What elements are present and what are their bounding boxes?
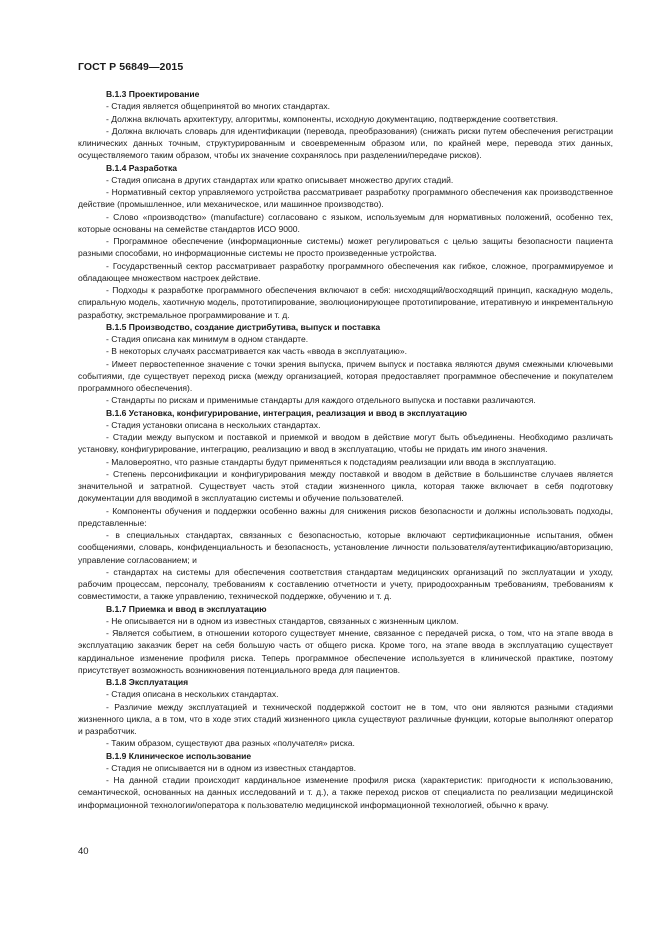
paragraph: - Стадия установки описана в нескольких стандартах. xyxy=(106,419,321,430)
page-number: 40 xyxy=(78,846,89,857)
section-heading: В.1.6 Установка, конфигурирование, интеграция, реализация и ввод в эксплуатацию xyxy=(106,407,468,418)
paragraph: - Таким образом, существуют два разных «получателя» риска. xyxy=(106,738,355,749)
paragraph: - Стадия описана в других стандартах или кратко описывает множество других стадий. xyxy=(106,174,454,185)
document-header: ГОСТ Р 56849—2015 xyxy=(78,61,184,73)
paragraph: - Подходы к разработке программного обеспечения включают в себя: нисходящий/восходящий принцип, каскадную модель, спиральную модель, хаотичную модель, прототипирование, эволюционирующее прототипирование, итеративную и инкрементальную разработку, экстремальное программирование и т. д. xyxy=(78,285,613,320)
section-heading: В.1.5 Производство, создание дистрибутива, выпуск и поставка xyxy=(106,321,381,332)
paragraph: - Государственный сектор рассматривает разработку программного обеспечения как гибкое, сложное, программируемое и обладающее множеством настроек действие. xyxy=(78,260,613,283)
paragraph: - Компоненты обучения и поддержки особенно важны для снижения рисков безопасности и должны использовать подходы, представленные: xyxy=(78,505,613,528)
paragraph: - На данной стадии происходит кардинальное изменение профиля риска (характеристик: пригодности к использованию, семантической, основанных на данных исследований и т. д.), а также переход рисков от специалиста по реализации медицинской информационной технологии/оператора к пользователю медицинской информационной технологией, обычно к врачу. xyxy=(78,775,613,810)
paragraph: - Стадии между выпуском и поставкой и приемкой и вводом в действие могут быть объединены. Необходимо различать установку, конфигурирование, интеграцию, реализацию и ввод в эксплуатацию, чтобы не придать им иного значения. xyxy=(78,432,613,455)
paragraph: - Стандарты по рискам и применимые стандарты для каждого отдельного выпуска и поставки различаются. xyxy=(106,395,536,406)
paragraph: - Стадия описана в нескольких стандартах. xyxy=(106,689,279,700)
paragraph: - Нормативный сектор управляемого устройства рассматривает разработку программного обеспечения как производственное действие (промышленное, или механическое, или машинное производство). xyxy=(78,187,613,210)
paragraph: - Должна включать словарь для идентификации (перевода, преобразования) (снижать риски путем обеспечения регистрации клинических данных точным, структурированным и своевременным образом или, по крайней мере, перевода этих данных, осуществляемого таким образом, чтобы их значение сохранялось при разделении/передаче рисков). xyxy=(78,125,613,161)
paragraph: - Стадия описана как минимум в одном стандарте. xyxy=(106,334,309,344)
section-heading: В.1.4 Разработка xyxy=(106,162,177,173)
paragraph: - Программное обеспечение (информационные системы) может регулироваться с целью защиты безопасности пациента разными способами, но информационные системы не просто произведенные устройства. xyxy=(78,236,613,259)
paragraph: - Степень персонификации и конфигурирования между поставкой и вводом в действие в большинстве случаев является значительной и затратной. Существует часть этой стадии жизненного цикла, которая также включает в себя подготовку документации для вводимой в эксплуатацию системы и обучение пользователей. xyxy=(78,468,613,504)
section-heading: В.1.3 Проектирование xyxy=(106,89,200,99)
paragraph: - стандартах на системы для обеспечения соответствия стандартам медицинских организаций по эксплуатации и уходу, рабочим процессам, персоналу, требованиям к составлению отчетности и учету, природоохранным требованиям, требованиям к совместимости, а также управлению, технической поддержке, обучению и т. д. xyxy=(78,566,613,602)
paragraph: - Маловероятно, что разные стандарты будут применяться к подстадиям реализации или ввода в эксплуатацию. xyxy=(106,456,557,467)
paragraph: - Не описывается ни в одном из известных стандартов, связанных с жизненным циклом. xyxy=(106,615,459,626)
section-heading: В.1.7 Приемка и ввод в эксплуатацию xyxy=(106,603,267,614)
paragraph: - Должна включать архитектуру, алгоритмы, компоненты, исходную документацию, подтверждение соответствия. xyxy=(106,113,558,124)
paragraph: - Стадия не описывается ни в одном из известных стандартов. xyxy=(106,762,356,773)
paragraph: - Различие между эксплуатацией и технической поддержкой состоит не в том, что они являются разными стадиями жизненного цикла, а в том, что в ходе этих стадий жизненного цикла существуют различные функции, которые выполняют оператор и разработчик. xyxy=(78,701,613,736)
paragraph: - Стадия является общепринятой во многих стандартах. xyxy=(106,101,330,112)
paragraph: - Имеет первостепенное значение с точки зрения выпуска, причем выпуск и поставка являются двумя смежными ключевыми событиями, где существует переход риска (между организацией, которая предоставляет программное обеспечение и покупателем программного обеспечения). xyxy=(78,358,613,393)
section-heading: В.1.8 Эксплуатация xyxy=(106,677,189,687)
document-body xyxy=(78,88,613,811)
section-heading: В.1.9 Клиническое использование xyxy=(106,750,252,761)
paragraph: - В некоторых случаях рассматривается как часть «ввода в эксплуатацию». xyxy=(106,346,407,357)
paragraph: - Является событием, в отношении которого существует мнение, связанное с передачей риска, о том, что на этапе ввода в эксплуатацию заказчик берет на себя большую часть от общего риска. Кроме того, на этапе ввода в эксплуатацию существует кардинальное изменение профиля риска. Теперь программное обеспечение используется в клинической практике, поэтому присутствует возможность возникновения потенциального вреда для пациентов. xyxy=(78,628,613,675)
paragraph: - в специальных стандартах, связанных с безопасностью, которые включают сертификационные испытания, обмен сообщениями, словарь, конфиденциальность и безопасность, установление личности пользователя/аутентификацию/авторизацию, управление согласованием; и xyxy=(78,530,613,565)
paragraph: - Слово «производство» (manufacture) согласовано с языком, используемым для нормативных положений, особенно тех, которые основаны на семействе стандартов ИСО 9000. xyxy=(78,211,613,234)
